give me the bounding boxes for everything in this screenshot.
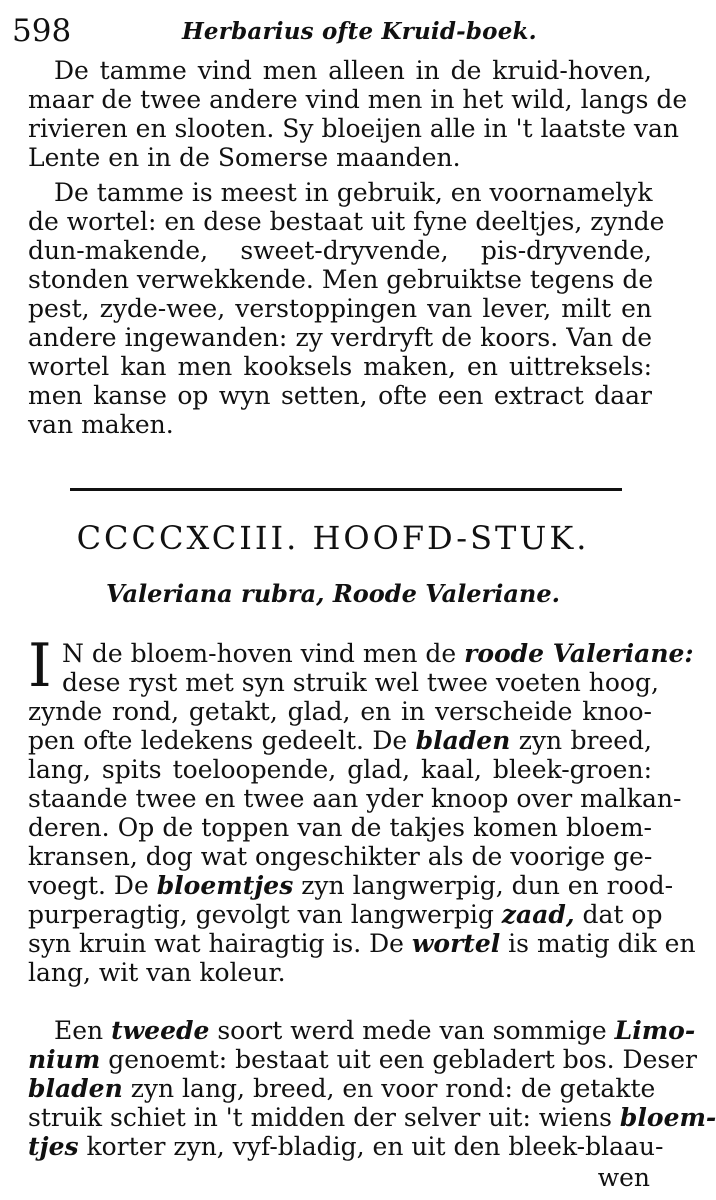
- chapter-subtitle: Valeriana rubra, Roode Valeriane.: [106, 579, 560, 608]
- paragraph-3: [28, 631, 696, 987]
- text-line: [28, 1132, 664, 1161]
- term: bladen: [415, 726, 511, 755]
- text-run: Een: [54, 1016, 112, 1045]
- catchword: wen: [597, 1163, 650, 1192]
- drop-cap: I: [28, 631, 52, 701]
- text-run: is matig dik en: [500, 929, 696, 958]
- term: nium: [28, 1045, 101, 1074]
- text-line: men kanse op wyn setten, ofte een extract daar: [28, 381, 652, 410]
- term: Limo-: [614, 1016, 696, 1045]
- running-head: [12, 14, 612, 48]
- text-line: [28, 726, 652, 755]
- text-line: staande twee en twee aan yder knoop over malkan-: [28, 784, 682, 813]
- term: bladen: [28, 1074, 123, 1103]
- text-line: dun-makende, sweet-dryvende, pis-dryvende,: [28, 236, 652, 265]
- text-line: van maken.: [28, 410, 174, 439]
- text-run: zyn langwerpig, dun en rood-: [293, 871, 674, 900]
- section-divider: [70, 488, 622, 491]
- text-run: soort werd mede van sommige: [209, 1016, 615, 1045]
- text-run: dat op: [574, 900, 663, 929]
- text-run: N de bloem-hoven vind men de: [62, 639, 465, 668]
- text-line: wortel kan men kooksels maken, en uittreksels:: [28, 352, 652, 381]
- text-line: stonden verwekkende. Men gebruiktse tegens de: [28, 265, 654, 294]
- text-line: [28, 1045, 697, 1074]
- paragraph-4: [28, 1016, 716, 1161]
- term: wortel: [411, 929, 501, 958]
- term: tjes: [28, 1132, 79, 1161]
- text-line: zynde rond, getakt, glad, en in verscheide knoo-: [28, 697, 652, 726]
- text-line: De tamme is meest in gebruik, en voornamelyk: [54, 178, 653, 207]
- term: tweede: [111, 1016, 210, 1045]
- text-line: lang, spits toeloopende, glad, kaal, bleek-groen:: [28, 755, 652, 784]
- text-line: [28, 900, 663, 929]
- text-line: [28, 1103, 716, 1132]
- running-title: Herbarius ofte Kruid-boek.: [182, 18, 537, 45]
- text-line: [28, 929, 696, 958]
- text-line: [28, 1016, 696, 1045]
- text-line: De tamme vind men alleen in de kruid-hoven,: [54, 56, 652, 85]
- text-line: [28, 1074, 656, 1103]
- text-line: deren. Op de toppen van de takjes komen bloem-: [28, 813, 652, 842]
- plant-name: roode Valeriane:: [464, 639, 694, 668]
- text-run: pen ofte ledekens gedeelt. De: [28, 726, 416, 755]
- text-run: korter zyn, vyf-bladig, en uit den bleek-blaau-: [78, 1132, 664, 1161]
- text-run: syn kruin wat hairagtig is. De: [28, 929, 412, 958]
- text-line: andere ingewanden: zy verdryft de koors. Van de: [28, 323, 652, 352]
- text-run: zyn lang, breed, en voor rond: de getakte: [122, 1074, 656, 1103]
- text-run: genoemt: bestaat uit een gebladert bos. Deser: [100, 1045, 697, 1074]
- text-line: kransen, dog wat ongeschikter als de voorige ge-: [28, 842, 653, 871]
- term: bloem-: [619, 1103, 716, 1132]
- text-run: zyn breed,: [510, 726, 652, 755]
- text-line: pest, zyde-wee, verstoppingen van lever, milt en: [28, 294, 652, 323]
- paragraph-2: [28, 178, 665, 439]
- paragraph-1: [28, 56, 688, 172]
- text-line: dese ryst met syn struik wel twee voeten hoog,: [62, 668, 659, 697]
- term: bloemtjes: [156, 871, 294, 900]
- chapter-heading: CCCCXCIII. HOOFD-STUK.: [76, 519, 590, 557]
- term: zaad,: [501, 900, 575, 929]
- text-line: [28, 639, 694, 668]
- text-line: lang, wit van koleur.: [28, 958, 286, 987]
- text-line: de wortel: en dese bestaat uit fyne deeltjes, zynde: [28, 207, 665, 236]
- text-line: maar de twee andere vind men in het wild, langs de: [28, 85, 688, 114]
- text-run: struik schiet in 't midden der selver uit: wiens: [28, 1103, 620, 1132]
- text-line: rivieren en slooten. Sy bloeijen alle in 't laatste van: [28, 114, 680, 143]
- text-line: [28, 871, 674, 900]
- text-run: voegt. De: [28, 871, 157, 900]
- text-line: Lente en in de Somerse maanden.: [28, 143, 461, 172]
- text-run: purperagtig, gevolgt van langwerpig: [28, 900, 502, 929]
- page-number: 598: [12, 13, 72, 49]
